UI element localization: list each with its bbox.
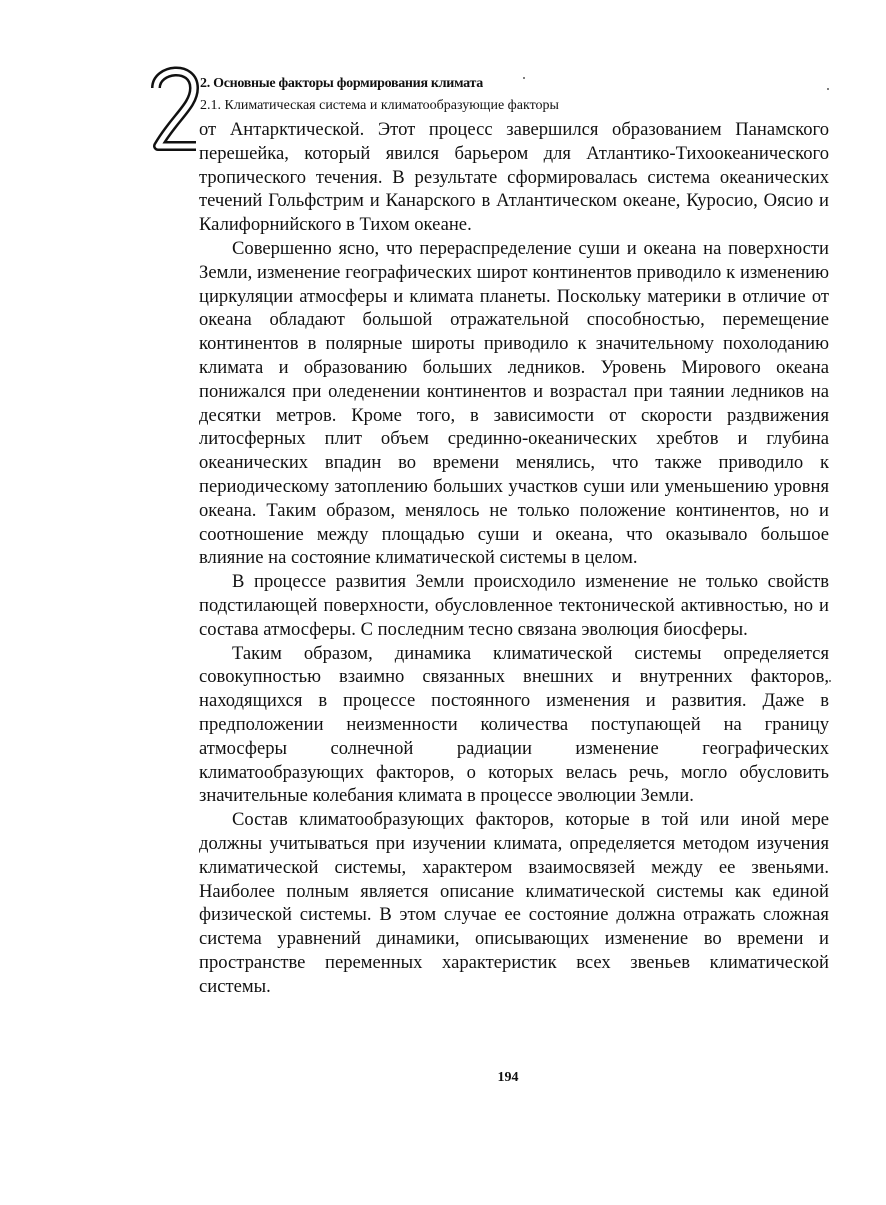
running-header <box>200 75 820 115</box>
outlined-numeral-2-icon <box>150 62 200 152</box>
page-number: 194 <box>497 1070 519 1085</box>
body-text <box>199 118 829 998</box>
paragraph: В процессе развития Земли происходило изменение не только свойств подстилающей поверхности, обусловленное тектонической активностью, но и состава атмосферы. С последним тесно связана эволюция биосферы. <box>199 571 829 640</box>
paragraph: Таким образом, динамика климатической системы определяется совокупностью взаимно связанных внешних и внутренних факторов, находящихся в процессе постоянного изменения и развития. Даже в предположении неизменности количества поступающей на границу атмосферы солнечной радиации изменение географических климатообразующих факторов, о которых велась речь, могло обусловить значительные колебания климата в процессе эволюции Земли. <box>199 642 829 807</box>
chapter-number-mark <box>150 62 200 152</box>
scan-speck <box>523 77 525 79</box>
paragraph: Совершенно ясно, что перераспределение суши и океана на поверхности Земли, изменение географических широт континентов приводило к изменению циркуляции атмосферы и климата планеты. Поскольку материки в отличие от океана обладают большой отражательной способностью, перемещение континентов в полярные широты приводило к значительному похолоданию климата и образованию больших ледников. Уровень Мирового океана понижался при оледенении континентов и возрастал при таянии ледников на десятки метров. Кроме того, в зависимости от скорости раздвижения литосферных плит объем срединно-океанических хребтов и глубина океанических впадин во времени менялись, что также приводило к периодическому затоплению больших участков суши или уменьшению уровня океана. Таким образом, менялось не только положение континентов, но и соотношение между площадью суши и океана, что оказывало большое влияние на состояние климатической системы в целом. <box>199 237 829 569</box>
scan-speck <box>829 680 831 682</box>
scan-speck <box>827 88 829 90</box>
paragraph-continuation: от Антарктической. Этот процесс завершился образованием Панамского перешейка, который явился барьером для Атлантико-Тихоокеанического тропического течения. В результате сформировалась система океанических течений Гольфстрим и Канарского в Атлантическом океане, Куросио, Оясио и Калифорнийского в Тихом океане. <box>199 119 829 236</box>
paragraph: Состав климатообразующих факторов, которые в той или иной мере должны учитываться при изучении климата, определяется методом изучения климатической системы, характером взаимосвязей между ее звеньями. Наиболее полным является описание климатической системы как единой физической системы. В этом случае ее состояние должна отражать сложная система уравнений динамики, описывающих изменение во времени и пространстве переменных характеристик всех звеньев климатической системы. <box>199 809 829 997</box>
running-head-section: 2.1. Климатическая система и климатообразующие факторы <box>200 98 559 113</box>
running-head-chapter: 2. Основные факторы формирования климата <box>200 76 483 91</box>
